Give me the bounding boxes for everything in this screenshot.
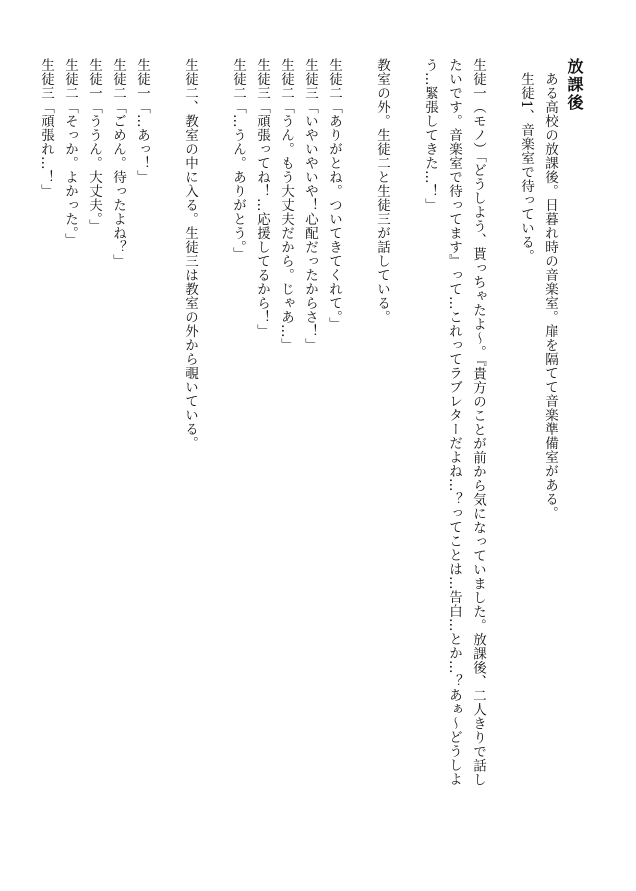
stage-direction: 生徒1、音楽室で待っている。: [518, 72, 534, 264]
vertical-script: [34, 58, 586, 858]
spacer: [154, 58, 178, 858]
dialogue-line: 生徒三「頑張ってね！…応援してるから！」: [254, 58, 270, 338]
dialogue-line: 生徒一「…あっ！」: [134, 58, 150, 184]
stage-direction: 生徒二、教室の中に入る。生徒三は教室の外から覗いている。: [182, 58, 198, 450]
spacer: [202, 58, 226, 858]
spacer: [394, 58, 418, 858]
dialogue-line: 生徒二「ありがとね。ついてきてくれて。」: [326, 58, 342, 332]
dialogue-line: 生徒一「ううん。大丈夫。」: [86, 58, 102, 234]
dialogue-line: 生徒二「ごめん。待ったよね？」: [110, 58, 126, 268]
stage-direction: ある高校の放課後。日暮れ時の音楽室。扉を隔てて音楽準備室がある。: [542, 72, 558, 520]
dialogue-line: 生徒二「そっか。よかった。」: [62, 58, 78, 248]
scene-title: 放課後: [565, 58, 584, 112]
dialogue-line: 生徒一（モノ）「どうしよう、貰っちゃたよ〜。『貴方のことが前から気になっていました。放課後、二人きりで話したいです。音楽室で待ってます』って…これってラブレターだよね…？ってことは…告白…とか…？あぁ〜どうしよう…緊張してきた…！」: [422, 58, 486, 787]
dialogue-line: 生徒三「いやいやいや！心配だったからさ！」: [302, 58, 318, 352]
dialogue-line: 生徒二「…うん。ありがとう。」: [230, 58, 246, 262]
dialogue-line: 生徒二「うん。もう大丈夫だから。じゃあ…」: [278, 58, 294, 352]
stage-direction: 教室の外。生徒二と生徒三が話している。: [374, 58, 390, 324]
spacer: [346, 58, 370, 858]
spacer: [490, 58, 514, 858]
dialogue-line: 生徒三「頑張れ…！」: [38, 58, 54, 198]
